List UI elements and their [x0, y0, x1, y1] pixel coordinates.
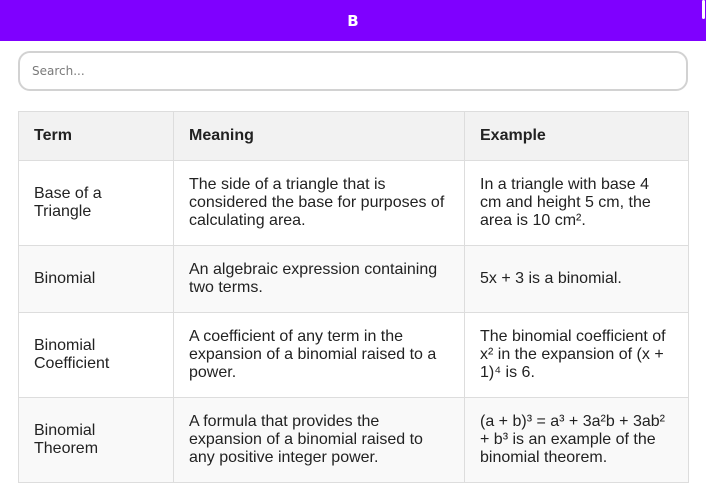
page-title: B [347, 11, 359, 30]
table-header-row [19, 112, 689, 161]
meaning-cell: An algebraic expression containing two terms. [174, 246, 465, 313]
table-row [19, 313, 689, 398]
glossary-table [18, 111, 689, 483]
column-header-meaning: Meaning [174, 112, 465, 161]
table-row [19, 161, 689, 246]
meaning-cell: A coefficient of any term in the expansion of a binomial raised to a power. [174, 313, 465, 398]
meaning-cell: The side of a triangle that is considered the base for purposes of calculating area. [174, 161, 465, 246]
search-box [18, 51, 688, 91]
example-cell: In a triangle with base 4 cm and height 5 cm, the area is 10 cm². [465, 161, 689, 246]
table-row [19, 398, 689, 483]
example-cell: 5x + 3 is a binomial. [465, 246, 689, 313]
column-header-example: Example [465, 112, 689, 161]
app-header [0, 0, 706, 41]
term-cell: Binomial [19, 246, 174, 313]
column-header-term: Term [19, 112, 174, 161]
example-cell: (a + b)³ = a³ + 3a²b + 3ab² + b³ is an example of the binomial theorem. [465, 398, 689, 483]
term-cell: Base of a Triangle [19, 161, 174, 246]
meaning-cell: A formula that provides the expansion of a binomial raised to any positive integer power. [174, 398, 465, 483]
term-cell: Binomial Coefficient [19, 313, 174, 398]
example-cell: The binomial coefficient of x² in the expansion of (x + 1)⁴ is 6. [465, 313, 689, 398]
search-input[interactable] [20, 53, 686, 89]
term-cell: Binomial Theorem [19, 398, 174, 483]
table-row [19, 246, 689, 313]
scrollbar-thumb[interactable] [702, 0, 705, 19]
